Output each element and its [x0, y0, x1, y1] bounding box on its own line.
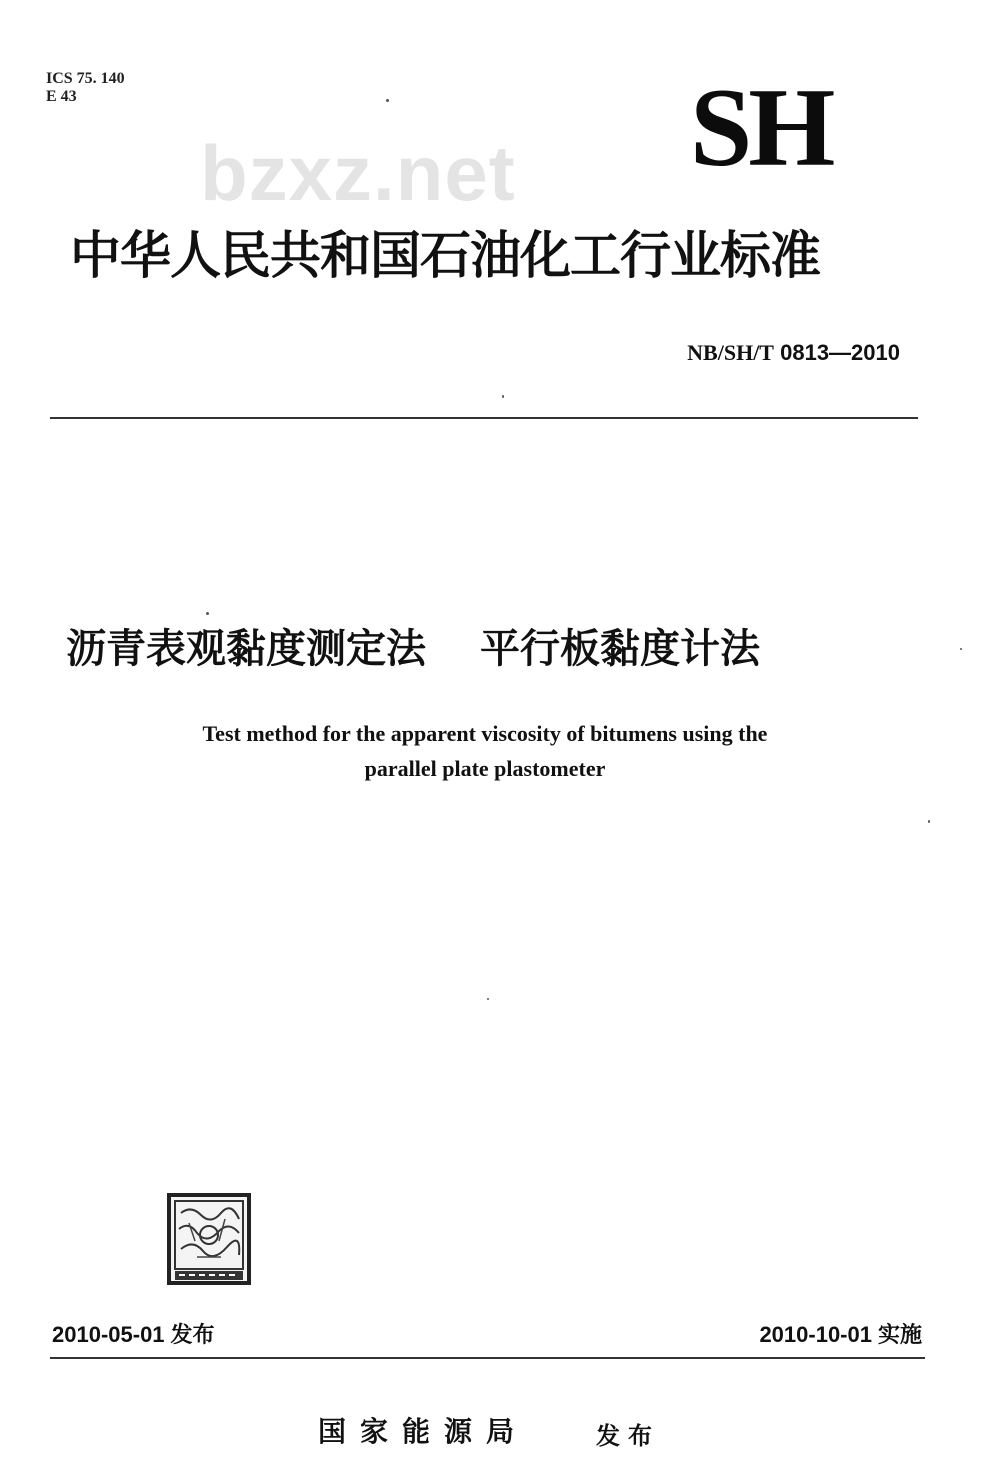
standard-code: NB/SH/T	[687, 340, 774, 365]
publisher-name: 国家能源局	[318, 1415, 529, 1448]
english-title	[0, 716, 970, 786]
chinese-title	[66, 618, 936, 680]
scan-speck	[928, 820, 930, 823]
ics-code: ICS 75. 140	[46, 70, 125, 87]
publisher-seal-stamp	[167, 1193, 251, 1285]
industry-standard-title: 中华人民共和国石油化工行业标准	[70, 227, 821, 286]
effective-date-value: 2010-10-01	[759, 1322, 872, 1347]
scan-speck	[206, 612, 209, 615]
watermark: bzxz.net	[200, 129, 516, 217]
bottom-divider	[50, 1357, 925, 1359]
standard-number	[687, 338, 900, 368]
effective-date-label: 实施	[877, 1323, 922, 1348]
chinese-title-part2: 平行板黏度计法	[480, 626, 760, 672]
issue-date	[52, 1320, 215, 1351]
classification-codes	[46, 70, 125, 106]
effective-date	[759, 1320, 922, 1351]
sh-logo: SH	[690, 66, 832, 190]
scan-speck	[487, 998, 489, 1000]
issue-date-label: 发布	[170, 1323, 215, 1348]
chinese-title-part1: 沥青表观黏度测定法	[66, 626, 426, 672]
top-divider	[50, 417, 918, 419]
english-title-line2: parallel plate plastometer	[364, 756, 606, 781]
english-title-line1: Test method for the apparent viscosity of bitumens using the	[202, 721, 768, 746]
publisher-action: 发布	[596, 1422, 660, 1450]
issue-date-value: 2010-05-01	[52, 1322, 165, 1347]
scan-speck	[960, 648, 962, 650]
ccs-code: E 43	[46, 88, 77, 105]
scan-speck	[386, 99, 389, 102]
standard-year-number: 0813—2010	[780, 340, 900, 365]
scan-speck	[502, 395, 504, 398]
